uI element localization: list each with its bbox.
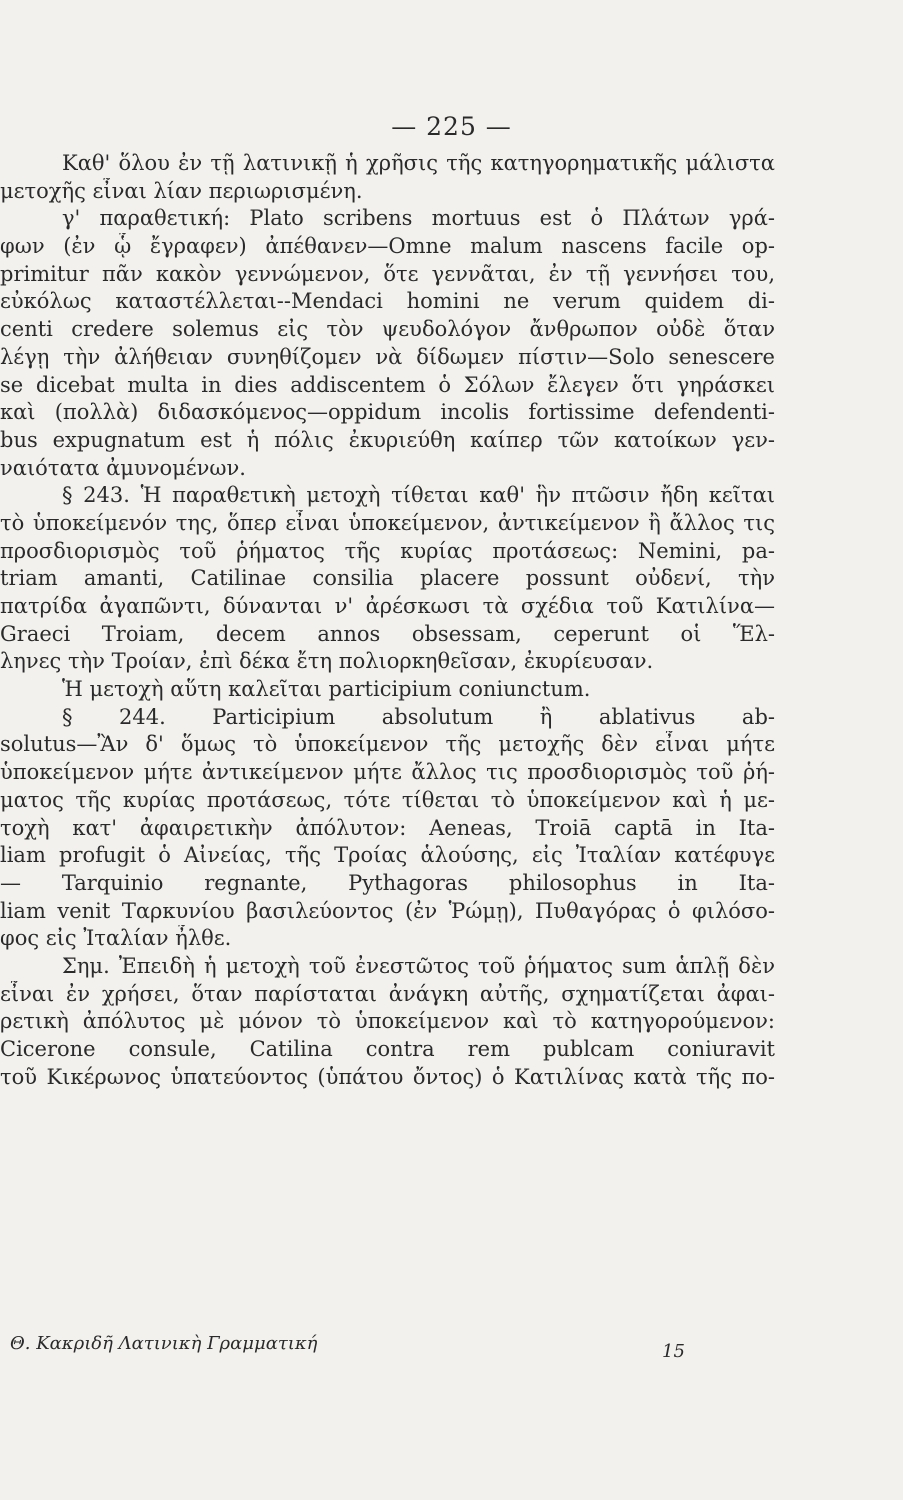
text-line [0, 399, 903, 427]
text-line [0, 621, 903, 649]
text-line-content: καὶ (πολλὰ) διδασκόμενος—oppidum incolis fortissime defendenti- [0, 400, 775, 425]
text-line [0, 150, 903, 178]
text-line [0, 427, 903, 455]
text-line-content: liam profugit ὁ Αἰνείας, τῆς Τροίας ἁλούσης, εἰς Ἰταλίαν κατέφυγε [0, 843, 775, 868]
text-line [0, 953, 903, 981]
text-line [0, 288, 903, 316]
text-line [0, 842, 903, 870]
text-line [0, 316, 903, 344]
text-line [0, 898, 903, 926]
text-line-content: triam amanti, Catilinae consilia placere possunt οὐδενί, τὴν [0, 566, 775, 591]
text-line [0, 787, 903, 815]
text-line-content: primitur πᾶν κακὸν γεννώμενον, ὅτε γεννᾶται, ἐν τῇ γεννήσει του, [0, 261, 775, 286]
text-line [0, 815, 903, 843]
text-line-content: ματος τῆς κυρίας προτάσεως, τότε τίθεται τὸ ὑποκείμενον καὶ ἡ με- [0, 787, 775, 812]
text-line [0, 731, 903, 759]
text-line [0, 510, 903, 538]
text-line-content: Cicerone consule, Catilina contra rem publcam coniuravit [0, 1037, 775, 1061]
text-line-content: Σημ. Ἐπειδὴ ἡ μετοχὴ τοῦ ἐνεστῶτος τοῦ ῥήματος sum ἁπλῇ δὲν [62, 953, 775, 978]
text-line-content: Graeci Troiam, decem annos obsessam, ceperunt οἱ Ἕλ- [0, 621, 775, 646]
text-line [0, 565, 903, 593]
text-line-content: προσδιορισμὸς τοῦ ῥήματος τῆς κυρίας προτάσεως: Nemini, pa- [0, 538, 775, 563]
text-line-content: τοχὴ κατ' ἀφαιρετικὴν ἀπόλυτον: Aeneas, Troiā captā in Ita- [0, 815, 775, 840]
text-line [0, 178, 903, 206]
page-number: — 225 — [391, 112, 512, 141]
text-line-content: solutus—Ἂν δ' ὅμως τὸ ὑποκείμενον τῆς μετοχῆς δὲν εἶναι μήτε [0, 732, 775, 757]
footer-signature: Θ. Κακριδῆ Λατινικὴ Γραμματική [10, 1333, 318, 1354]
text-line-content: Καθ' ὅλου ἐν τῇ λατινικῇ ἡ χρῆσις τῆς κατηγορηματικῆς μάλιστα [62, 151, 775, 175]
text-line-content: § 243. Ἡ παραθετικὴ μετοχὴ τίθεται καθ' ἣν πτῶσιν ἤδη κεῖται [62, 483, 775, 508]
text-line-content: φων (ἐν ᾧ ἔγραφεν) ἀπέθανεν—Omne malum nascens facile op- [0, 234, 775, 259]
text-line [0, 593, 903, 621]
text-line-content: § 244. Participium absolutum ἢ ablativus ab- [62, 704, 775, 729]
text-line [0, 372, 903, 400]
text-line [0, 676, 903, 704]
text-line-content: φος εἰς Ἰταλίαν ἦλθε. [0, 926, 232, 951]
text-line-content: Ἡ μετοχὴ αὕτη καλεῖται participium coniunctum. [62, 677, 591, 702]
text-line [0, 344, 903, 372]
text-line [0, 482, 903, 510]
sheet-number: 15 [662, 1341, 685, 1362]
text-line-content: ὑποκείμενον μήτε ἀντικείμενον μήτε ἄλλος τις προσδιορισμὸς τοῦ ῥή- [0, 760, 775, 785]
text-line-content: πατρίδα ἀγαπῶντι, δύνανται ν' ἀρέσκωσι τὰ σχέδια τοῦ Κατιλίνα— [0, 594, 775, 618]
text-line-content: μετοχῆς εἶναι λίαν περιωρισμένη. [0, 178, 363, 203]
text-line [0, 455, 903, 483]
text-line [0, 538, 903, 566]
text-line-content: bus expugnatum est ἡ πόλις ἐκυριεύθη καίπερ τῶν κατοίκων γεν- [0, 427, 775, 452]
text-line-content: centi credere solemus εἰς τὸν ψευδολόγον ἄνθρωπον οὐδὲ ὅταν [0, 317, 775, 342]
text-line [0, 1064, 903, 1092]
text-line [0, 261, 903, 289]
text-line [0, 981, 903, 1009]
text-line-content: τὸ ὑποκείμενόν της, ὅπερ εἶναι ὑποκείμενον, ἀντικείμενον ἢ ἄλλος τις [0, 510, 775, 535]
text-line-content: τοῦ Κικέρωνος ὑπατεύοντος (ὑπάτου ὄντος) ὁ Κατιλίνας κατὰ τῆς πο- [0, 1064, 775, 1089]
text-line [0, 759, 903, 787]
text-line-content: γ' παραθετική: Plato scribens mortuus est ὁ Πλάτων γρά- [62, 206, 775, 231]
text-line-content: εἶναι ἐν χρήσει, ὅταν παρίσταται ἀνάγκη αὐτῆς, σχηματίζεται ἀφαι- [0, 981, 775, 1006]
text-line-content: ληνες τὴν Τροίαν, ἐπὶ δέκα ἔτη πολιορκηθεῖσαν, ἐκυρίευσαν. [0, 649, 654, 674]
text-line [0, 648, 903, 676]
text-line-content: εὐκόλως καταστέλλεται--Mendaci homini ne verum quidem di- [0, 289, 775, 314]
text-line [0, 870, 903, 898]
text-line [0, 233, 903, 261]
text-line [0, 1008, 903, 1036]
text-line [0, 925, 903, 953]
text-line-content: se dicebat multa in dies addiscentem ὁ Σόλων ἔλεγεν ὅτι γηράσκει [0, 372, 775, 397]
text-line [0, 205, 903, 233]
text-line [0, 1036, 903, 1064]
text-line-content: liam venit Ταρκυνίου βασιλεύοντος (ἐν Ῥώμῃ), Πυθαγόρας ὁ φιλόσο- [0, 898, 775, 923]
body-text [0, 150, 903, 1091]
text-line-content: ναιότατα ἀμυνομένων. [0, 455, 246, 480]
text-line-content: ρετικὴ ἀπόλυτος μὲ μόνον τὸ ὑποκείμενον καὶ τὸ κατηγορούμενον: [0, 1009, 775, 1034]
text-line [0, 704, 903, 732]
text-line-content: — Tarquinio regnante, Pythagoras philosophus in Ita- [0, 870, 775, 895]
text-line-content: λέγῃ τὴν ἀλήθειαν συνηθίζομεν νὰ δίδωμεν πίστιν—Solo senescere [0, 344, 775, 369]
